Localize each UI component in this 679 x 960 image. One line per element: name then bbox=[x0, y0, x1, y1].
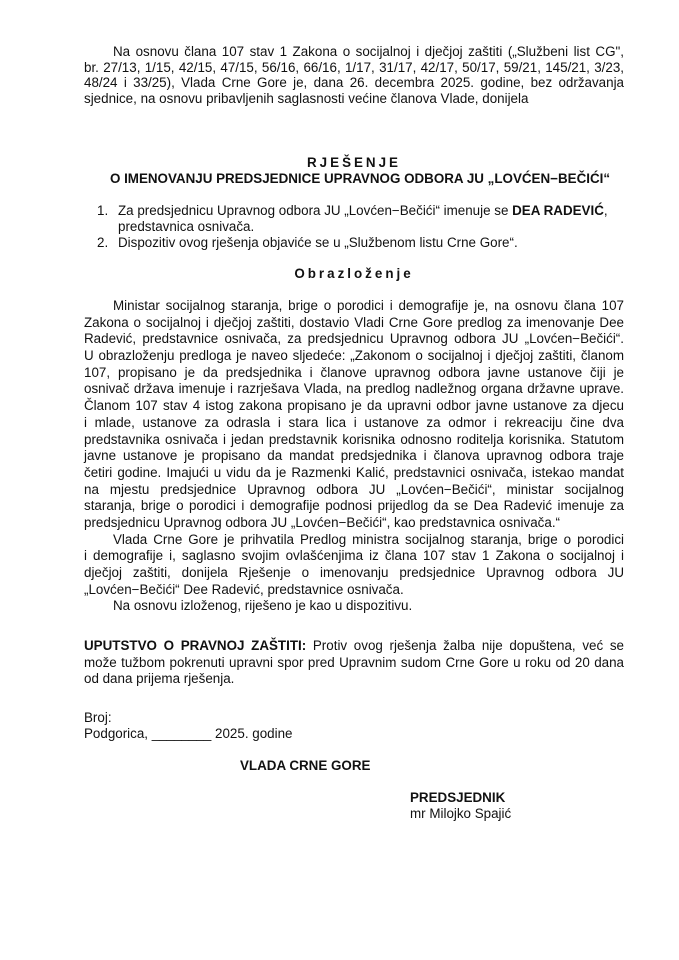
text-line: Na osnovu izloženog, riješeno je kao u dispozitivu. bbox=[113, 598, 413, 614]
text-line: U obrazloženju predloga je naveo sljedeće: „Zakonom o socijalnoj i dječjoj zaštiti, članom bbox=[84, 348, 624, 364]
reference-block bbox=[84, 710, 624, 742]
legal-remedy-text: Protiv ovog rješenja žalba nije dopuštena, već se bbox=[306, 638, 624, 653]
text-line: staranja, brige o porodici i demografije podnosi prijedlog da se Dea Radević imenuje za bbox=[84, 498, 624, 514]
text-line: Vlada Crne Gore je prihvatila Predlog ministra socijalnog staranja, brige o porodici bbox=[113, 531, 624, 547]
text-line: Zakona o socijalnoj i dječjoj zaštiti, dostavio Vladi Crne Gore predlog za imenovanje Dee bbox=[84, 314, 624, 330]
reference-number: Broj: bbox=[84, 710, 112, 725]
text-line: Dispozitiv ovog rješenja objaviće se u „Službenom listu Crne Gore“. bbox=[118, 235, 518, 250]
appointee-name: DEA RADEVIĆ bbox=[512, 203, 604, 218]
reasoning-heading: Obrazloženje bbox=[294, 266, 414, 281]
list-item bbox=[97, 235, 624, 251]
text-line: „Lovćen−Bečići“ Dee Radević, predstavnice osnivača. bbox=[84, 581, 404, 597]
list-item bbox=[97, 203, 624, 235]
text-line: sjednice, na osnovu pribavljenih saglasnosti većine članova Vlade, donijela bbox=[84, 91, 529, 107]
list-number: 1. bbox=[97, 203, 109, 218]
signatory-name: mr Milojko Spajić bbox=[410, 806, 512, 821]
text-line: dječjoj zaštiti, donijela Rješenje o imenovanju predsjednice Upravnog odbora JU bbox=[84, 565, 624, 580]
text-line: može tužbom pokrenuti upravni spor pred Upravnim sudom Crne Gore u roku od 20 dana bbox=[84, 654, 624, 670]
text-line: Na osnovu člana 107 stav 1 Zakona o socijalnoj i dječjoj zaštiti („Službeni list CG", bbox=[113, 44, 624, 59]
text-line: četiri godine. Imajući u vidu da je Razmenki Kalić, predstavnici osnivača, istekao mandat bbox=[84, 464, 624, 480]
item-text: , bbox=[603, 203, 608, 218]
issuer: VLADA CRNE GORE bbox=[240, 758, 371, 773]
text-line bbox=[118, 203, 624, 219]
text-line: od dana prijema rješenja. bbox=[84, 671, 235, 687]
signature-block bbox=[410, 790, 511, 822]
legal-remedy-label: UPUTSTVO O PRAVNOJ ZAŠTITI: bbox=[84, 638, 307, 653]
text-line bbox=[84, 638, 624, 655]
text-line: predstavnica osnivača. bbox=[118, 219, 255, 234]
preamble-paragraph bbox=[84, 44, 624, 107]
text-line: Članom 107 stav 4 istog zakona propisano je da upravni odbor javne ustanove za djecu bbox=[84, 398, 624, 414]
text-line: i demografije i, saglasno svojim ovlašćenjima iz člana 107 stav 1 Zakona o socijalnoj i bbox=[84, 548, 624, 564]
text-line: br. 27/13, 1/15, 42/15, 47/15, 56/16, 66/16, 1/17, 31/17, 42/17, 50/17, 59/21, 145/21, 3/23, bbox=[84, 59, 624, 75]
text-line: Ministar socijalnog staranja, brige o porodici i demografije je, na osnovu člana 107 bbox=[113, 298, 624, 313]
text-line: 48/24 i 33/25), Vlada Crne Gore je, dana 26. decembra 2025. godine, bez održavanja bbox=[84, 75, 624, 91]
text-line: Radević, predstavnice osnivača, za predsjednicu Upravnog odbora JU „Lovćen−Bečići“. bbox=[84, 331, 624, 347]
signatory-title: PREDSJEDNIK bbox=[410, 790, 506, 805]
text-line: osnivač država imenuje i razrješava Vlada, na predlog nadležnog organa državne uprave. bbox=[84, 381, 624, 397]
text-line: 107, propisano je da predsjednika i članove upravnog odbora javne ustanove čiji je bbox=[84, 364, 624, 380]
text-line: predstavnika osnivača i jedan predstavnik korisnika odnosno roditelja korisnika. Statutom bbox=[84, 431, 624, 447]
place-date: Podgorica, ________ 2025. godine bbox=[84, 726, 293, 741]
text-line: i mlade, ustanove za odrasla i stara lica i ustanove za odmor i rekreaciju čine dva bbox=[84, 414, 624, 430]
document-heading: RJEŠENJE bbox=[307, 155, 401, 170]
document-title: O IMENOVANJU PREDSJEDNICE UPRAVNOG ODBORA JU „LOVĆEN−BEČIĆI“ bbox=[109, 171, 611, 186]
item-text: Za predsjednicu Upravnog odbora JU „Lovćen−Bečići“ imenuje se bbox=[118, 203, 513, 218]
text-line: na mjestu predsjednice Upravnog odbora JU „Lovćen−Bečići“, ministar socijalnog bbox=[84, 481, 624, 497]
legal-remedy bbox=[84, 638, 624, 688]
text-line: javne ustanove je propisano da mandat predsjednika i članova upravnog odbora traje bbox=[84, 448, 624, 464]
text-line: predsjednicu Upravnog odbora JU „Lovćen−Bečići“, kao predstavnica osnivača.“ bbox=[84, 514, 560, 530]
list-number: 2. bbox=[97, 235, 109, 250]
reasoning-paragraphs bbox=[84, 298, 624, 615]
